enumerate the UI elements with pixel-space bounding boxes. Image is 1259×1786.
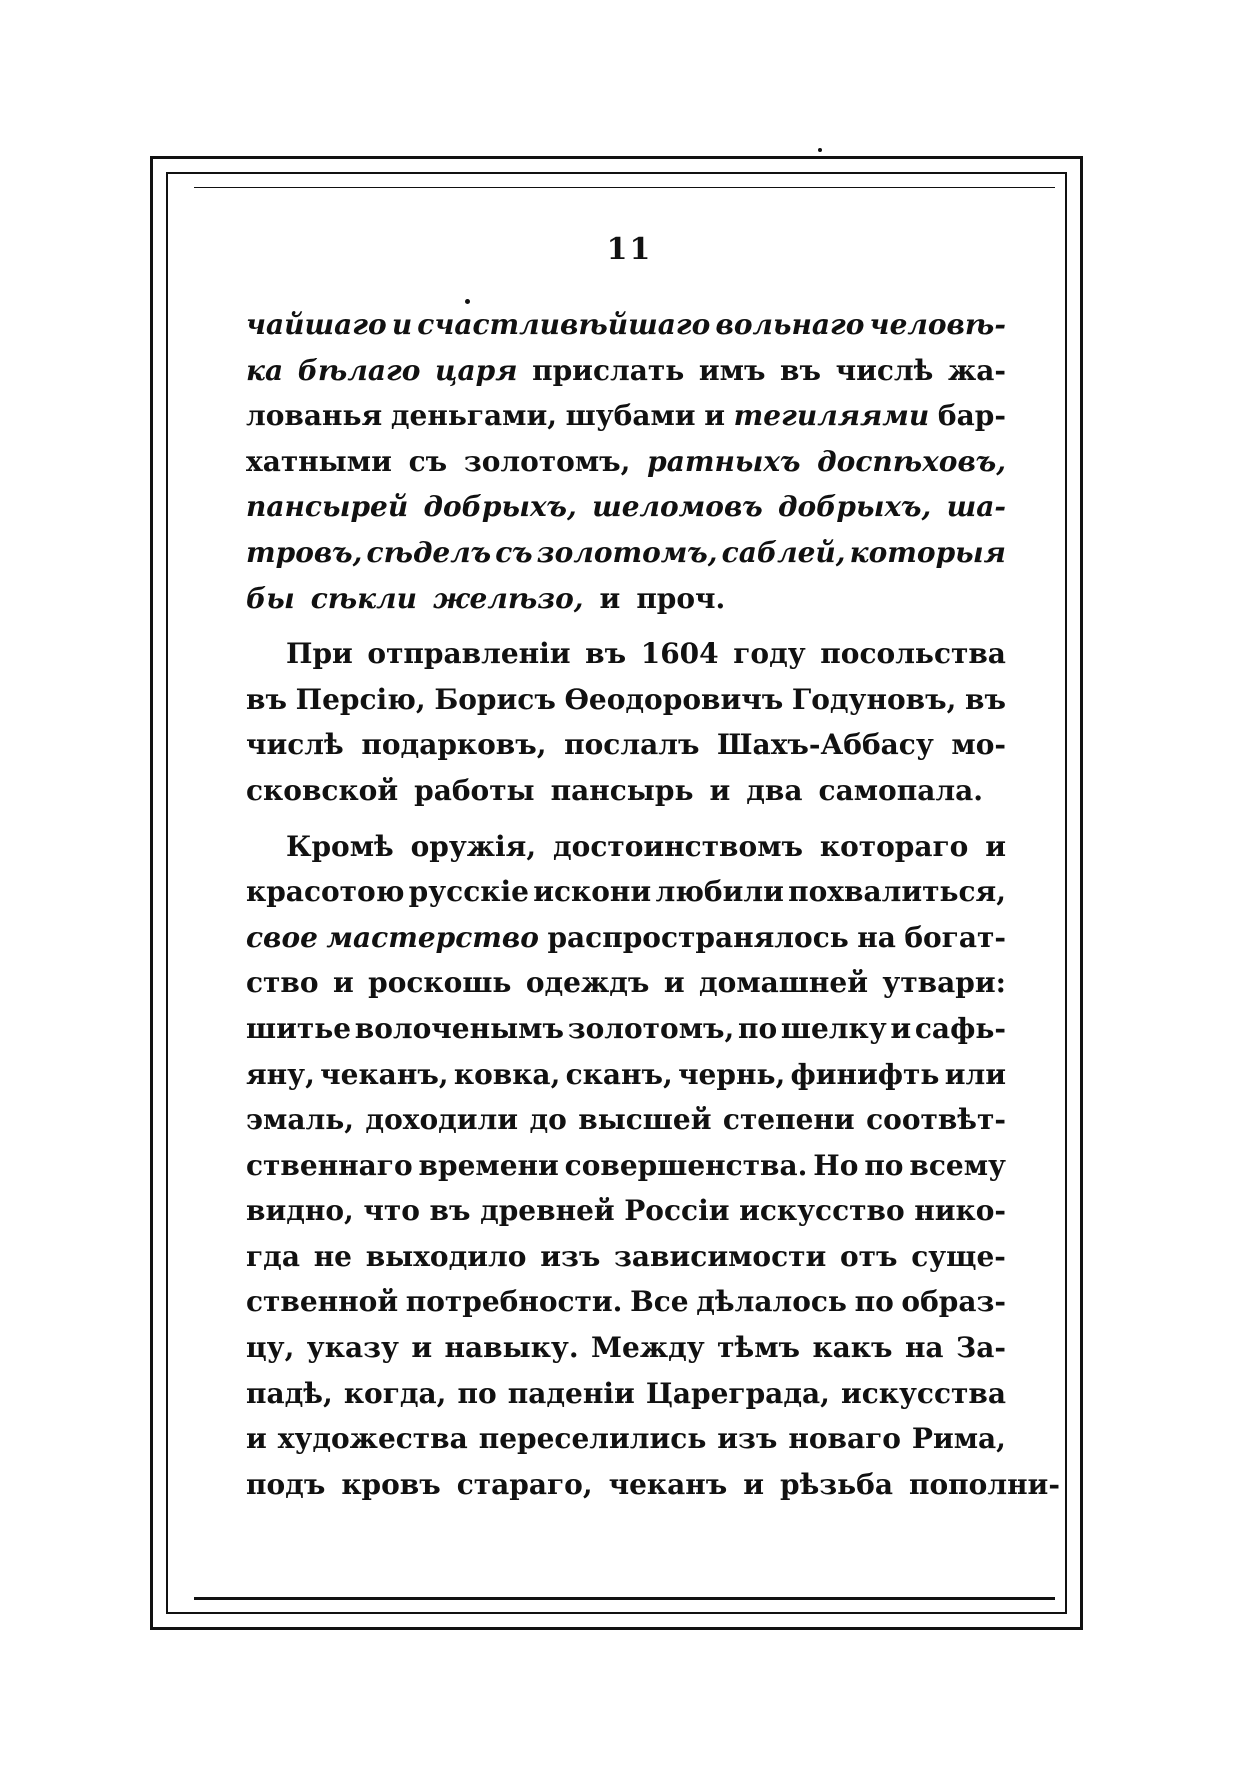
page-border-rule-top bbox=[194, 187, 1055, 188]
word: не bbox=[313, 1239, 352, 1273]
word: и bbox=[704, 399, 726, 433]
text-line bbox=[246, 1006, 1006, 1052]
word: ственнаго bbox=[246, 1148, 413, 1182]
word: зависимости bbox=[614, 1239, 827, 1273]
word: что bbox=[363, 1194, 420, 1228]
word: новаго bbox=[788, 1422, 901, 1456]
word: ратныхъ bbox=[647, 444, 801, 478]
word: времени bbox=[418, 1148, 559, 1182]
word: Все bbox=[630, 1285, 689, 1319]
word: когда, bbox=[343, 1376, 447, 1410]
word: За- bbox=[956, 1331, 1006, 1365]
word: шелку bbox=[780, 1011, 887, 1045]
word: на bbox=[904, 1331, 944, 1365]
word: искусства bbox=[840, 1376, 1006, 1410]
word: сѣделъ bbox=[366, 535, 492, 569]
word: видно, bbox=[246, 1194, 354, 1228]
word: тровъ, bbox=[246, 535, 363, 569]
word: золотомъ, bbox=[463, 444, 631, 478]
text-line bbox=[246, 1143, 1006, 1189]
word: финифть bbox=[790, 1057, 940, 1091]
word: художества bbox=[277, 1422, 468, 1456]
word: по bbox=[854, 1285, 894, 1319]
word: по bbox=[457, 1376, 497, 1410]
word: русскіе bbox=[408, 875, 529, 909]
word: эмаль, bbox=[246, 1103, 355, 1137]
text-line bbox=[246, 631, 1006, 677]
word: древней bbox=[480, 1194, 615, 1228]
word: и bbox=[709, 773, 731, 807]
word: которыя bbox=[849, 535, 1006, 569]
word: шеломовъ bbox=[592, 490, 763, 524]
text-line bbox=[246, 1052, 1006, 1098]
word: до bbox=[529, 1103, 567, 1137]
word: по bbox=[864, 1148, 904, 1182]
word: въ bbox=[246, 682, 287, 716]
word: всему bbox=[909, 1148, 1006, 1182]
word: пансырь bbox=[550, 773, 694, 807]
word: и bbox=[246, 1422, 267, 1456]
text-line bbox=[246, 1325, 1006, 1371]
word: Персію, bbox=[295, 682, 426, 716]
text-line bbox=[246, 869, 1006, 915]
word: достоинствомъ bbox=[552, 829, 803, 863]
word: выходило bbox=[365, 1239, 527, 1273]
text-line bbox=[246, 1234, 1006, 1280]
word: проч. bbox=[636, 581, 726, 615]
word: красотою bbox=[246, 875, 405, 909]
word: пополни- bbox=[908, 1467, 1060, 1501]
word: хатными bbox=[246, 444, 392, 478]
word: и bbox=[985, 829, 1006, 863]
text-line bbox=[246, 1188, 1006, 1234]
word: Кромѣ bbox=[286, 829, 394, 863]
word: и bbox=[743, 1467, 765, 1501]
text-line bbox=[246, 915, 1006, 961]
word: посольства bbox=[820, 637, 1006, 671]
word: богат- bbox=[904, 920, 1006, 954]
word: и bbox=[890, 1011, 912, 1045]
word: цу, bbox=[246, 1331, 295, 1365]
word: волоченымъ bbox=[354, 1011, 564, 1045]
word: одеждъ bbox=[525, 966, 650, 1000]
word: дѣлалось bbox=[696, 1285, 847, 1319]
word: Рима, bbox=[911, 1422, 1006, 1456]
word: царя bbox=[435, 353, 518, 387]
word: жа- bbox=[947, 353, 1006, 387]
word: отъ bbox=[839, 1239, 898, 1273]
word: въ bbox=[429, 1194, 471, 1228]
word: доходили bbox=[365, 1103, 519, 1137]
word: соотвѣт- bbox=[866, 1103, 1006, 1137]
word: сѣкли bbox=[310, 581, 417, 615]
word: деньгами, bbox=[390, 399, 557, 433]
word: Цареграда, bbox=[645, 1376, 830, 1410]
word: похвалиться, bbox=[788, 875, 1006, 909]
word: вольнаго bbox=[715, 308, 865, 341]
word: Ѳеодоровичъ bbox=[564, 682, 784, 716]
word: высшей bbox=[578, 1103, 712, 1137]
text-line bbox=[246, 576, 1006, 622]
word: ка bbox=[246, 353, 284, 387]
word: бы bbox=[246, 581, 295, 615]
word: стараго, bbox=[456, 1467, 593, 1501]
word: сафь- bbox=[914, 1011, 1006, 1045]
text-line bbox=[246, 302, 1006, 348]
word: отправленіи bbox=[367, 637, 571, 671]
word: въ bbox=[585, 637, 627, 671]
text-line bbox=[246, 1097, 1006, 1143]
word: бѣлаго bbox=[297, 353, 421, 387]
paragraph bbox=[246, 824, 1060, 1508]
word: ство bbox=[246, 966, 319, 1000]
word: и bbox=[411, 1331, 433, 1365]
word: добрыхъ, bbox=[778, 490, 932, 524]
word: падѣ, bbox=[246, 1376, 333, 1410]
word: домашней bbox=[699, 966, 868, 1000]
word: имъ bbox=[698, 353, 766, 387]
text-line bbox=[246, 484, 1006, 530]
word: пансырей bbox=[246, 490, 409, 524]
word: прислать bbox=[532, 353, 685, 387]
word: добрыхъ, bbox=[423, 490, 577, 524]
word: ковка, bbox=[453, 1057, 561, 1091]
word: послалъ bbox=[564, 728, 700, 762]
word: роскошь bbox=[368, 966, 512, 1000]
word: гда bbox=[246, 1239, 300, 1273]
word: саблей, bbox=[721, 535, 846, 569]
text-line bbox=[246, 1279, 1006, 1325]
word: оружія, bbox=[410, 829, 537, 863]
word: желѣзо, bbox=[432, 581, 584, 615]
word: котораго bbox=[819, 829, 969, 863]
word: или bbox=[944, 1057, 1006, 1091]
word: съ bbox=[408, 444, 448, 478]
word: золотомъ, bbox=[536, 535, 718, 569]
word: чернь, bbox=[678, 1057, 786, 1091]
word: съ bbox=[495, 535, 533, 569]
word: самопала. bbox=[818, 773, 983, 807]
text-line bbox=[246, 530, 1006, 576]
word: и bbox=[332, 966, 354, 1000]
word: сковской bbox=[246, 773, 399, 807]
word: изъ bbox=[717, 1422, 778, 1456]
word: изъ bbox=[540, 1239, 601, 1273]
word: паденіи bbox=[507, 1376, 635, 1410]
word: ственной bbox=[246, 1285, 399, 1319]
page-number: 11 bbox=[606, 232, 653, 267]
word: два bbox=[746, 773, 803, 807]
word: переселились bbox=[478, 1422, 707, 1456]
text-line bbox=[246, 824, 1006, 870]
word: въ bbox=[780, 353, 821, 387]
text-line bbox=[246, 677, 1006, 723]
word: въ bbox=[965, 682, 1006, 716]
word: мо- bbox=[951, 728, 1006, 762]
text-line bbox=[246, 348, 1006, 394]
word: на bbox=[857, 920, 896, 954]
word: любили bbox=[655, 875, 784, 909]
word: по bbox=[737, 1011, 778, 1045]
word: подарковъ, bbox=[361, 728, 547, 762]
word: Годуновъ, bbox=[791, 682, 957, 716]
word: Борисъ bbox=[434, 682, 556, 716]
text-line bbox=[246, 393, 1006, 439]
word: Но bbox=[813, 1148, 859, 1182]
word: и bbox=[599, 581, 621, 615]
word: навыку. bbox=[444, 1331, 579, 1365]
word: тѣмъ bbox=[717, 1331, 800, 1365]
word: шитье bbox=[246, 1011, 352, 1045]
word: бар- bbox=[937, 399, 1006, 433]
word: работы bbox=[414, 773, 535, 807]
body-text bbox=[246, 302, 1060, 1507]
word: мастерство bbox=[326, 920, 539, 954]
word: Шахъ-Аббасу bbox=[717, 728, 934, 762]
paragraph bbox=[246, 302, 1006, 621]
word: нико- bbox=[914, 1194, 1006, 1228]
word: какъ bbox=[812, 1331, 893, 1365]
word: искони bbox=[533, 875, 652, 909]
word: сканъ, bbox=[565, 1057, 673, 1091]
word: чеканъ bbox=[608, 1467, 728, 1501]
word: потребности. bbox=[405, 1285, 623, 1319]
word: тегиляями bbox=[733, 399, 930, 433]
word: указу bbox=[306, 1331, 399, 1365]
word: лованья bbox=[246, 399, 383, 433]
word: распространялось bbox=[547, 920, 849, 954]
word: искусство bbox=[739, 1194, 905, 1228]
word: свое bbox=[246, 920, 318, 954]
text-line bbox=[246, 722, 1006, 768]
page-border-rule-bottom bbox=[194, 1597, 1055, 1600]
word: шубами bbox=[565, 399, 696, 433]
word: утвари: bbox=[882, 966, 1006, 1000]
paragraph bbox=[246, 631, 1006, 813]
word: степени bbox=[722, 1103, 855, 1137]
word: кровъ bbox=[341, 1467, 441, 1501]
word: рѣзьба bbox=[780, 1467, 893, 1501]
word: чеканъ, bbox=[320, 1057, 449, 1091]
text-line bbox=[246, 960, 1006, 1006]
word: году bbox=[733, 637, 806, 671]
word: Россіи bbox=[624, 1194, 730, 1228]
word: человѣ- bbox=[869, 308, 1006, 341]
word: яну, bbox=[246, 1057, 315, 1091]
word: золотомъ, bbox=[567, 1011, 735, 1045]
word: числѣ bbox=[246, 728, 344, 762]
word: 1604 bbox=[640, 637, 719, 671]
word: ша- bbox=[946, 490, 1006, 524]
word: доспѣховъ, bbox=[817, 444, 1006, 478]
text-line bbox=[246, 439, 1006, 485]
word: Между bbox=[591, 1331, 705, 1365]
word: чайшаго bbox=[246, 308, 387, 341]
word: При bbox=[286, 637, 353, 671]
word: числѣ bbox=[835, 353, 934, 387]
text-line bbox=[246, 1371, 1006, 1417]
stray-ink-mark bbox=[818, 148, 822, 152]
text-line bbox=[246, 1462, 1060, 1508]
word: и bbox=[391, 308, 413, 341]
word: суще- bbox=[911, 1239, 1006, 1273]
text-line bbox=[246, 768, 1006, 814]
word: подъ bbox=[246, 1467, 326, 1501]
word: и bbox=[663, 966, 685, 1000]
word: совершенства. bbox=[564, 1148, 808, 1182]
word: образ- bbox=[901, 1285, 1006, 1319]
text-line bbox=[246, 1416, 1006, 1462]
word: счастливѣйшаго bbox=[417, 308, 711, 341]
